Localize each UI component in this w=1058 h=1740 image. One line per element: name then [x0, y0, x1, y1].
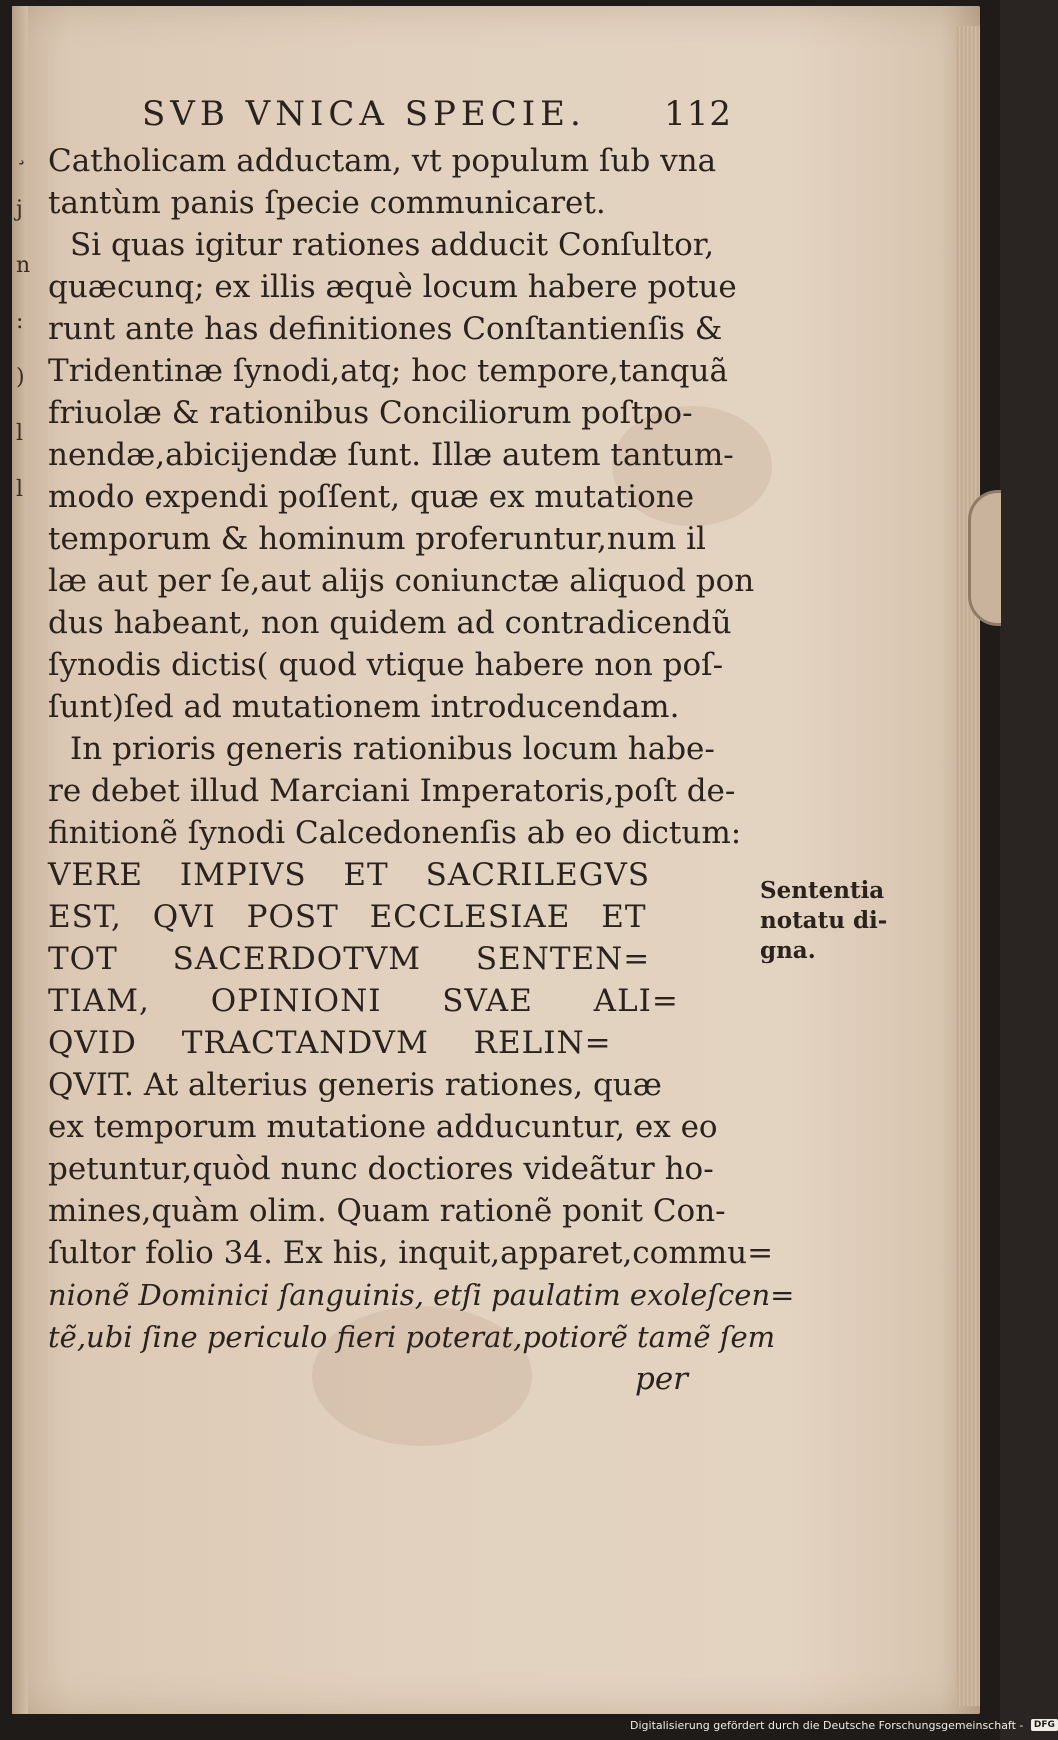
text-line: runt ante has definitiones Conſtantienſis &: [48, 311, 723, 347]
text-line: quæcunq; ex illis æquè locum habere potue: [48, 269, 737, 305]
dfg-logo: DFG: [1031, 1719, 1058, 1731]
page-gutter: [12, 6, 31, 1714]
book-clasp: [968, 490, 1001, 626]
text-line: petuntur,quòd nunc doctiores videãtur ho-: [48, 1151, 714, 1187]
marginal-note-line: Sententia: [760, 877, 885, 904]
marginal-note-line: gna.: [760, 937, 816, 964]
text-line: VERE IMPIVS ET SACRILEGVS: [48, 857, 651, 893]
book-page: [12, 6, 980, 1714]
text-line: dus habeant, non quidem ad contradicendũ: [48, 605, 732, 641]
text-line: tantùm panis ſpecie communicaret.: [48, 185, 606, 221]
text-line: finitionẽ ſynodi Calcedonenſis ab eo dictum:: [48, 815, 742, 851]
text-line: mines,quàm olim. Quam rationẽ ponit Con-: [48, 1193, 726, 1229]
gutter-marks: ¸ j n : ) l l: [16, 141, 31, 502]
text-line: Tridentinæ ſynodi,atq; hoc tempore,tanquã: [48, 353, 728, 389]
text-line: re debet illud Marciani Imperatoris,poſt de-: [48, 773, 736, 809]
text-line: ſultor folio 34. Ex his, inquit,apparet,commu=: [48, 1235, 774, 1271]
text-line: In prioris generis rationibus locum habe-: [70, 731, 715, 767]
text-line: QVIT. At alterius generis rationes, quæ: [48, 1067, 662, 1103]
text-line: Catholicam adductam, vt populum ſub vna: [48, 143, 717, 179]
text-line: EST, QVI POST ECCLESIAE ET: [48, 899, 647, 935]
marginal-note: [760, 876, 900, 966]
catchword: per: [634, 1361, 688, 1397]
text-line: nionẽ Dominici ſanguinis, etſi paulatim exoleſcen=: [48, 1278, 795, 1312]
page-edge: [956, 26, 980, 1706]
running-title: SVB VNICA SPECIE.: [142, 94, 586, 134]
text-line: læ aut per ſe,aut alijs coniunctæ aliquod pon: [48, 563, 755, 599]
text-line: nendæ,abicijendæ ſunt. Illæ autem tantum-: [48, 437, 734, 473]
text-line: Si quas igitur rationes adducit Conſultor,: [70, 227, 715, 263]
text-line: QVID TRACTANDVM RELIN=: [48, 1025, 612, 1061]
digitization-credit: [630, 1718, 1055, 1736]
running-head: [142, 94, 732, 140]
marginal-note-line: notatu di-: [760, 907, 888, 934]
text-line: friuolæ & rationibus Conciliorum poſtpo-: [48, 395, 693, 431]
text-line: temporum & hominum proferuntur,num il: [48, 521, 706, 557]
text-line: ſunt)ſed ad mutationem introducendam.: [48, 689, 680, 725]
text-line: ſynodis dictis( quod vtique habere non poſ-: [48, 647, 724, 683]
credit-text: Digitalisierung gefördert durch die Deutsche Forschungsgemeinschaft -: [630, 1718, 1024, 1732]
page-number: 112: [664, 94, 732, 134]
text-line: TOT SACERDOTVM SENTEN=: [48, 941, 651, 977]
text-line: tẽ,ubi ſine periculo fieri poterat,potiorẽ tamẽ ſem: [48, 1320, 776, 1354]
text-line: TIAM, OPINIONI SVAE ALI=: [48, 983, 679, 1019]
text-line: ex temporum mutatione adducuntur, ex eo: [48, 1109, 718, 1145]
text-line: modo expendi poſſent, quæ ex mutatione: [48, 479, 695, 515]
